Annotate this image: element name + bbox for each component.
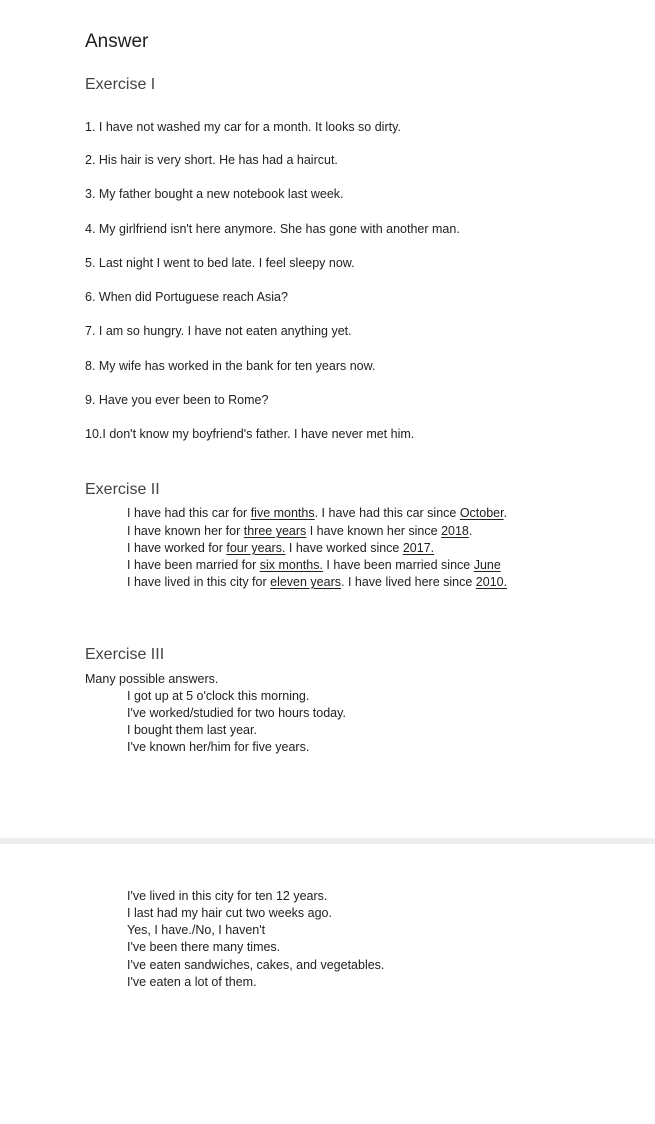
item-text: I have worked for four years. I have worked since 2017.: [127, 541, 435, 555]
exercise-1-item: 9. Have you ever been to Rome?: [85, 393, 269, 407]
page-sheet-2: [0, 844, 655, 1124]
item-text: I have been married for six months. I have been married since June: [127, 558, 501, 572]
item-text: I got up at 5 o'clock this morning.: [127, 689, 310, 703]
item-text: I last had my hair cut two weeks ago.: [127, 906, 332, 920]
underlined-duration: eleven years: [270, 575, 341, 589]
exercise-1-item: 10.I don't know my boyfriend's father. I have never met him.: [85, 427, 415, 441]
exercise-1-item: 3. My father bought a new notebook last week.: [85, 187, 344, 201]
item-text: I bought them last year.: [127, 723, 257, 737]
page-title: Answer: [85, 31, 149, 52]
exercise-1-item: 8. My wife has worked in the bank for ten years now.: [85, 359, 376, 373]
underlined-point-in-time: 2010.: [475, 575, 508, 589]
underlined-point-in-time: 2018: [441, 524, 469, 538]
underlined-duration: five months: [250, 506, 315, 520]
exercise-1-item: 1. I have not washed my car for a month. It looks so dirty.: [85, 120, 401, 134]
exercise-2-heading: Exercise II: [85, 481, 160, 498]
underlined-duration: three years: [243, 524, 307, 538]
item-text: I have lived in this city for eleven years. I have lived here since 2010.: [127, 575, 508, 589]
exercise-1-item: 2. His hair is very short. He has had a haircut.: [85, 153, 338, 167]
item-text: I have known her for three years I have known her since 2018.: [127, 524, 473, 538]
item-text: Yes, I have./No, I haven't: [127, 923, 266, 937]
exercise-1-item: 6. When did Portuguese reach Asia?: [85, 290, 288, 304]
underlined-duration: four years.: [226, 541, 286, 555]
item-text: I've worked/studied for two hours today.: [127, 706, 346, 720]
item-text: I've eaten a lot of them.: [127, 975, 257, 989]
exercise-1-item: 7. I am so hungry. I have not eaten anything yet.: [85, 324, 352, 338]
item-text: I have had this car for five months. I have had this car since October.: [127, 506, 508, 520]
item-text: I've eaten sandwiches, cakes, and vegetables.: [127, 958, 385, 972]
item-text: I've known her/him for five years.: [127, 740, 310, 754]
exercise-3-heading: Exercise III: [85, 646, 165, 663]
underlined-point-in-time: October: [459, 506, 504, 520]
exercise-1-heading: Exercise I: [85, 76, 156, 93]
exercise-1-item: 4. My girlfriend isn't here anymore. She has gone with another man.: [85, 222, 460, 236]
underlined-duration: six months.: [259, 558, 323, 572]
underlined-point-in-time: June: [473, 558, 501, 572]
underlined-point-in-time: 2017.: [402, 541, 435, 555]
exercise-3-intro: Many possible answers.: [85, 672, 219, 686]
item-text: I've been there many times.: [127, 940, 281, 954]
item-text: I've lived in this city for ten 12 years.: [127, 889, 328, 903]
exercise-1-item: 5. Last night I went to bed late. I feel sleepy now.: [85, 256, 355, 270]
